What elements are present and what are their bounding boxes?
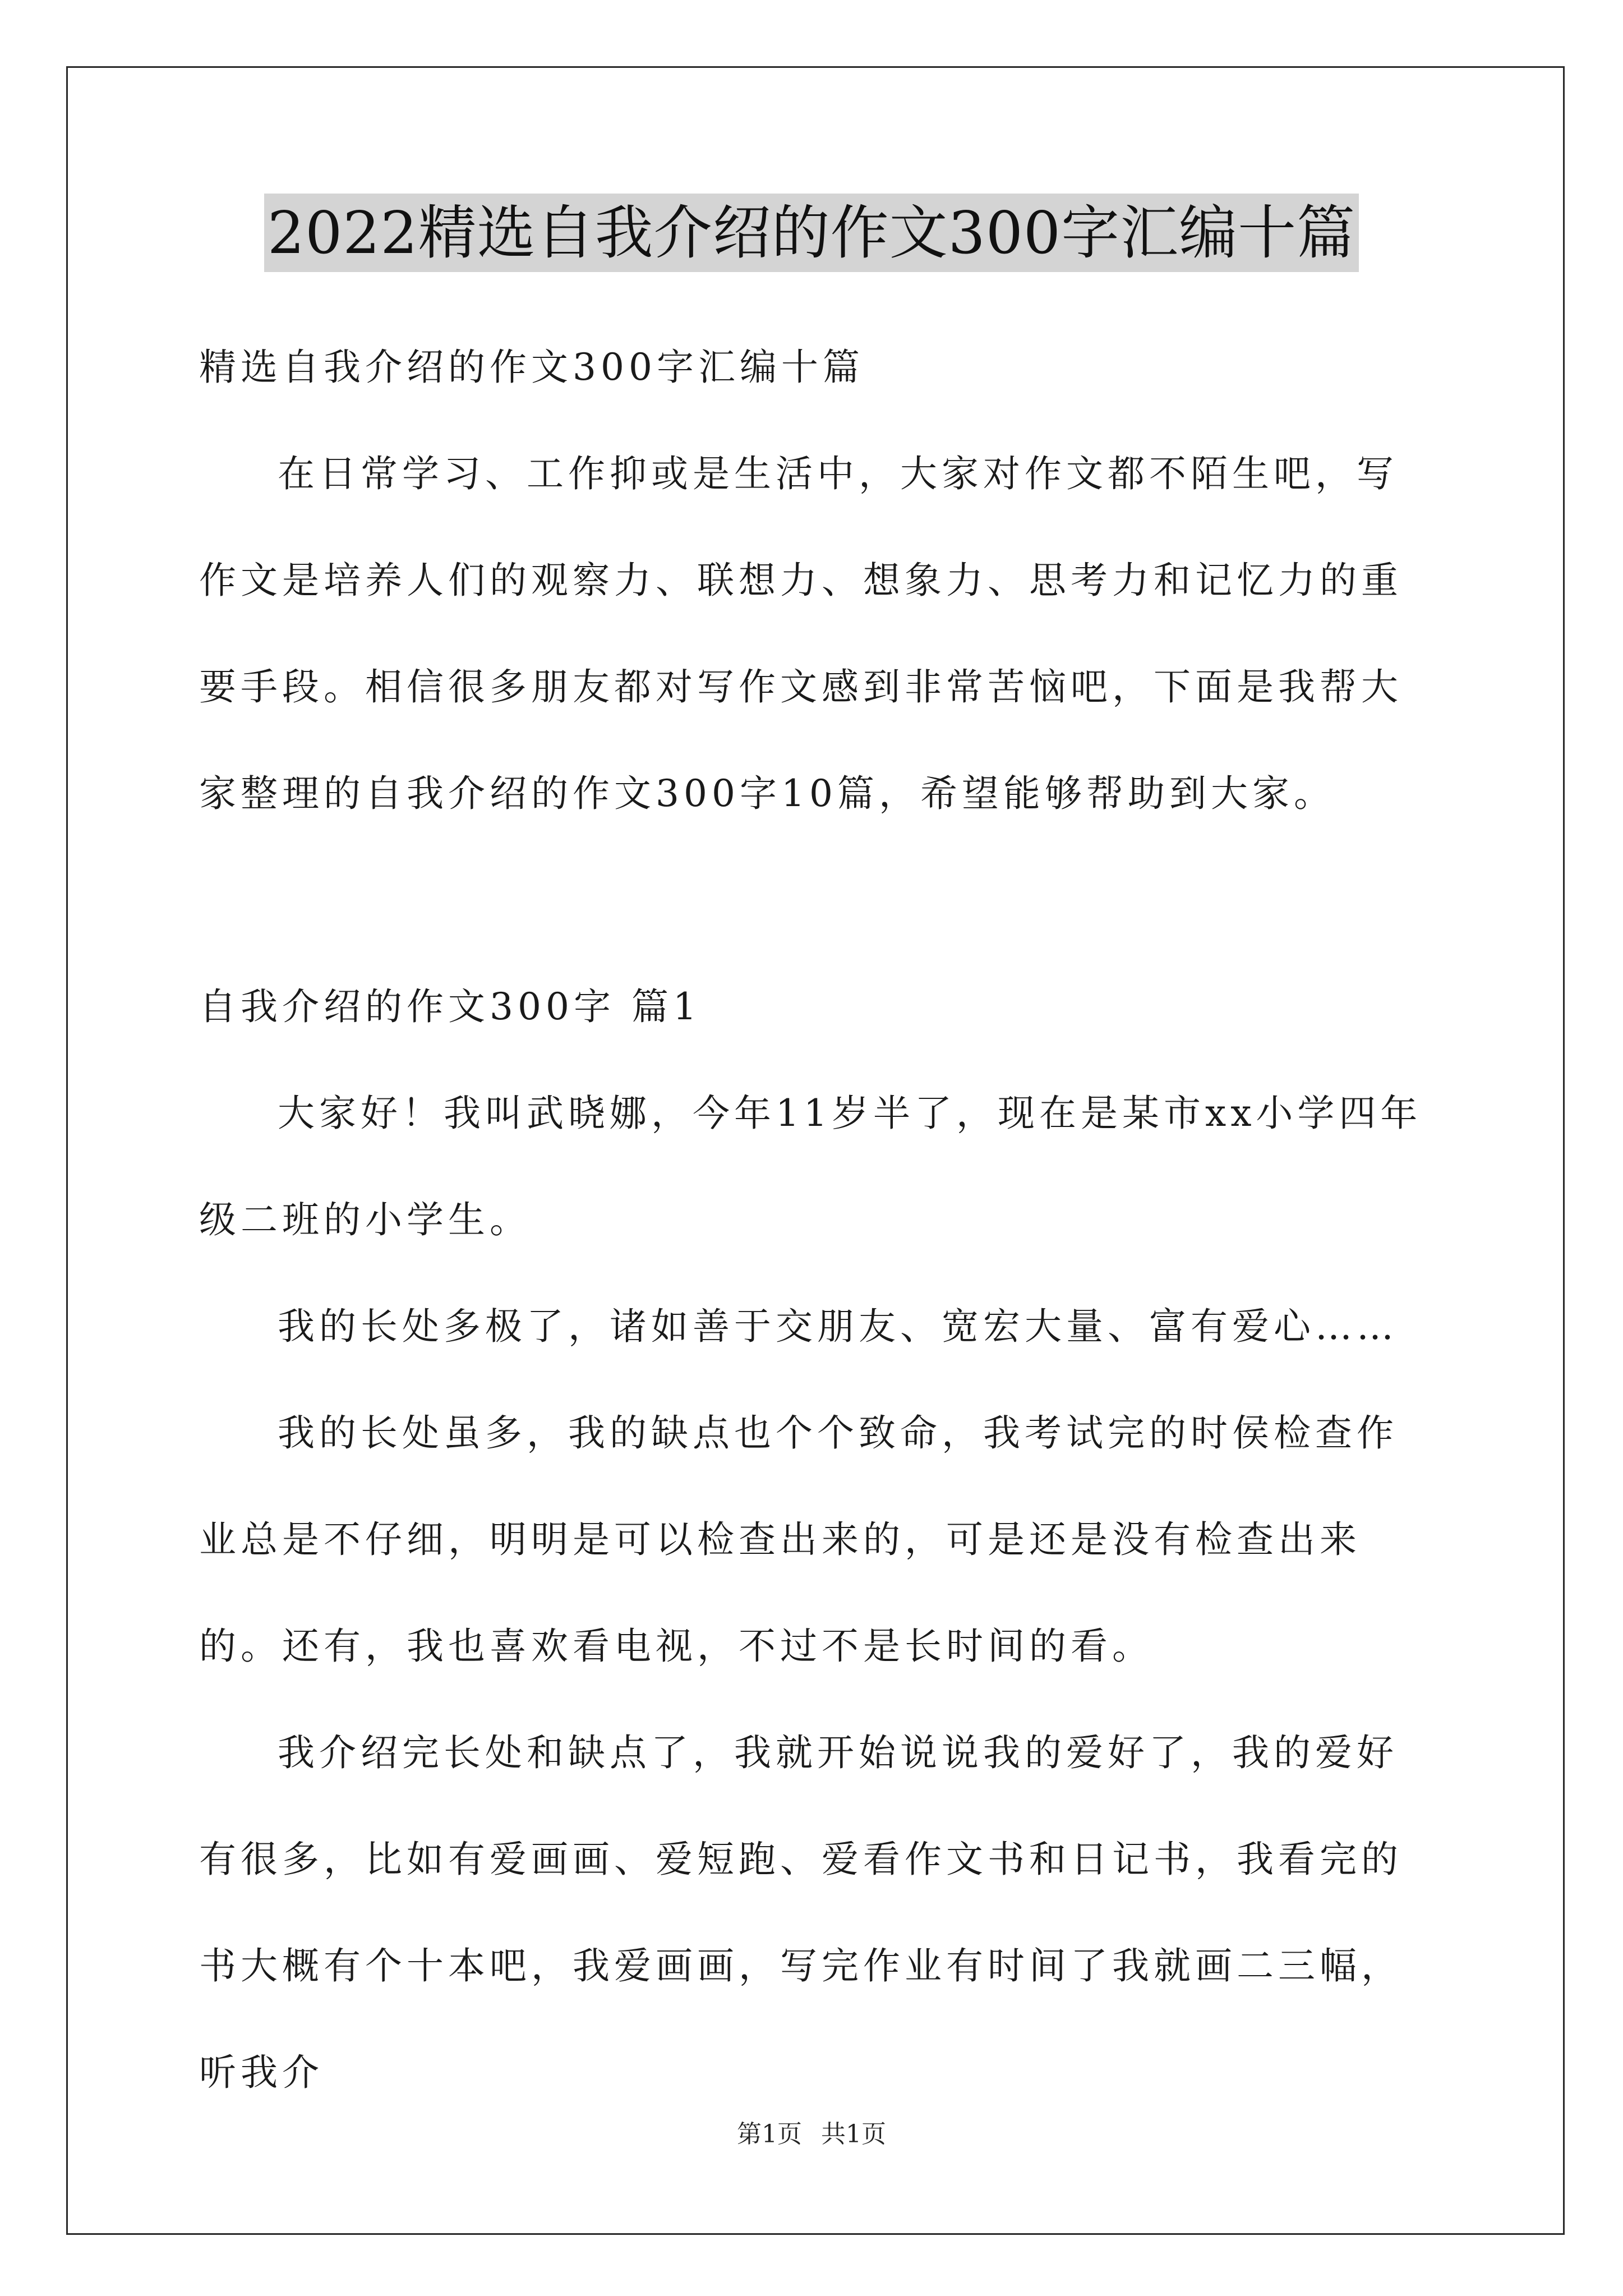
- body-paragraph-1: 大家好！我叫武晓娜，今年11岁半了，现在是某市xx小学四年级二班的小学生。: [199, 1092, 1422, 1241]
- document-subtitle: 精选自我介绍的作文300字汇编十篇: [199, 346, 864, 389]
- body-paragraph-4: 我介绍完长处和缺点了，我就开始说说我的爱好了，我的爱好有很多，比如有爱画画、爱短跑、爱看作文书和日记书，我看完的书大概有个十本吧，我爱画画，写完作业有时间了我就画二三幅，听我介: [199, 1731, 1403, 2094]
- body-paragraph-3: 我的长处虽多，我的缺点也个个致命，我考试完的时侯检查作业总是不仔细，明明是可以检查出来的，可是还是没有检查出来的。还有，我也喜欢看电视，不过不是长时间的看。: [199, 1411, 1398, 1668]
- intro-paragraph: 在日常学习、工作抑或是生活中，大家对作文都不陌生吧，写作文是培养人们的观察力、联想力、想象力、思考力和记忆力的重要手段。相信很多朋友都对写作文感到非常苦恼吧，下面是我帮大家整理的自我介绍的作文300字10篇，希望能够帮助到大家。: [199, 452, 1403, 815]
- page-number-current: 第1页: [737, 2120, 802, 2148]
- section-heading: 自我介绍的作文300字 篇1: [199, 985, 701, 1028]
- title-container: [0, 194, 1623, 272]
- page-number-total: 共1页: [821, 2120, 886, 2148]
- page-footer: [0, 2118, 1623, 2151]
- document-title: 2022精选自我介绍的作文300字汇编十篇: [264, 194, 1359, 272]
- body-paragraph-2: 我的长处多极了，诸如善于交朋友、宽宏大量、富有爱心……: [278, 1305, 1398, 1348]
